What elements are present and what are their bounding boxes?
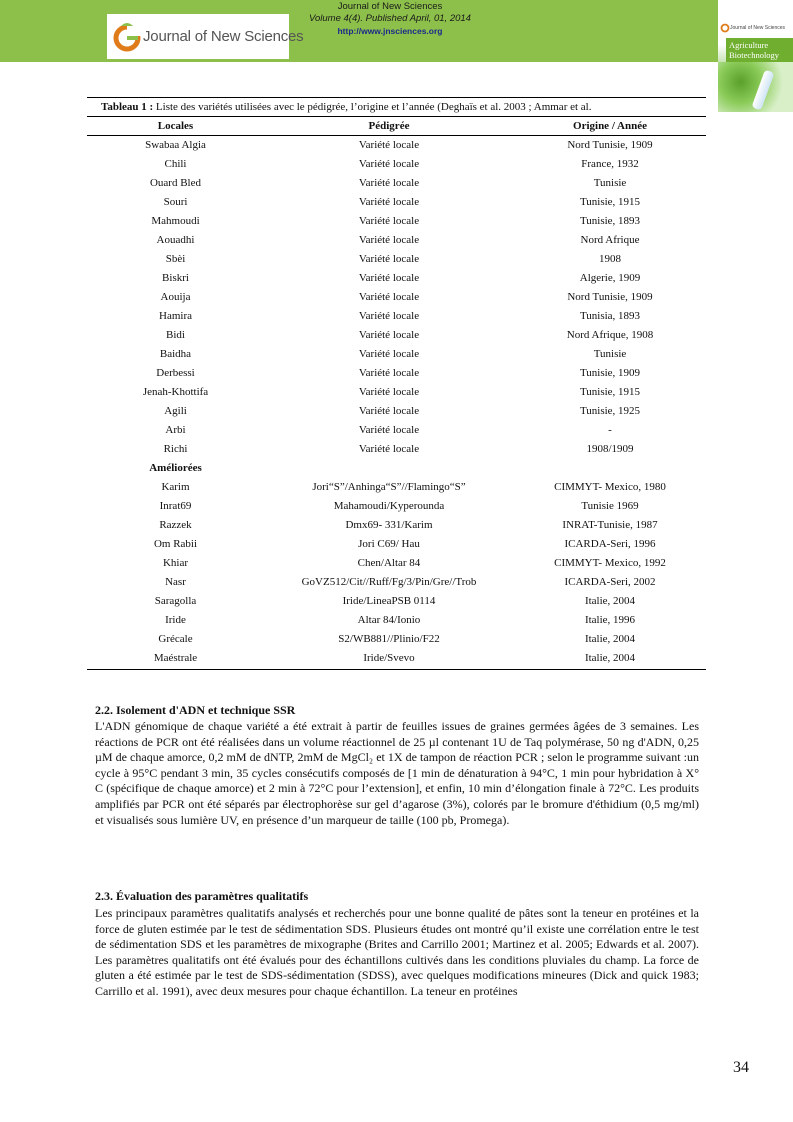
cell-variety: Sbèi — [165, 253, 186, 265]
cell-pedigree: Variété locale — [358, 329, 420, 341]
cell-variety: Nasr — [165, 576, 186, 588]
cell-origin: CIMMYT- Mexico, 1992 — [554, 557, 666, 569]
table-row — [87, 193, 706, 212]
cell-pedigree: Variété locale — [358, 234, 420, 246]
page-number: 34 — [733, 1059, 749, 1076]
cell-pedigree: Jori“S”/Anhinga“S”//Flamingo“S” — [312, 481, 466, 493]
cover-logo — [720, 20, 791, 36]
table-row — [87, 573, 706, 592]
table-row — [87, 269, 706, 288]
cell-pedigree: Variété locale — [358, 196, 420, 208]
table-row — [87, 421, 706, 440]
cell-origin: Nord Tunisie, 1909 — [567, 291, 653, 303]
cell-variety: Bidi — [166, 329, 185, 341]
cell-variety: Khiar — [162, 557, 189, 569]
table-row — [87, 592, 706, 611]
cell-pedigree: Pédigrée — [368, 120, 410, 132]
cell-pedigree: Variété locale — [358, 367, 420, 379]
journal-logo — [107, 14, 304, 59]
cell-origin: INRAT-Tunisie, 1987 — [562, 519, 658, 531]
journal-volume: Volume 4(4). Published April, 01, 2014 — [309, 13, 471, 24]
cell-variety: Grécale — [158, 633, 193, 645]
cell-variety: Ouard Bled — [149, 177, 201, 189]
table-caption — [87, 97, 706, 117]
cell-variety: Derbessi — [156, 367, 195, 379]
table-bottom-rule — [87, 669, 706, 670]
cover-title-band — [726, 38, 793, 62]
cell-origin: Nord Afrique — [580, 234, 640, 246]
cell-variety: Baidha — [159, 348, 192, 360]
cell-pedigree: Jori C69/ Hau — [358, 538, 420, 550]
journal-cover-thumbnail — [718, 0, 793, 112]
table-row — [87, 155, 706, 174]
table-row — [87, 535, 706, 554]
cell-pedigree: Variété locale — [358, 405, 420, 417]
cell-origin: 1908 — [599, 253, 621, 265]
cell-pedigree: Variété locale — [358, 177, 420, 189]
cell-origin: Tunisie 1969 — [581, 500, 639, 512]
cell-pedigree: Variété locale — [358, 386, 420, 398]
table-row — [87, 307, 706, 326]
section-2-3-heading: 2.3. Évaluation des paramètres qualitatifs — [95, 889, 309, 903]
cell-origin: ICARDA-Seri, 2002 — [564, 576, 656, 588]
cell-pedigree: Variété locale — [358, 424, 420, 436]
journal-url[interactable]: http://www.jnsciences.org — [337, 26, 443, 36]
cell-origin: Tunisie, 1915 — [579, 386, 641, 398]
cell-origin: Italie, 1996 — [584, 614, 636, 626]
cell-variety: Aouadhi — [156, 234, 195, 246]
cell-origin: Origine / Année — [573, 120, 647, 132]
journal-header-info — [290, 0, 490, 37]
cell-pedigree: Variété locale — [358, 310, 420, 322]
cover-title-line1: Agriculture — [729, 40, 769, 50]
cell-pedigree: S2/WB881//Plinio/F22 — [338, 633, 440, 645]
section-2-2-heading: 2.2. Isolement d'ADN et technique SSR — [95, 703, 296, 717]
cell-origin: Italie, 2004 — [584, 652, 636, 664]
table-row — [87, 630, 706, 649]
table-row — [87, 174, 706, 193]
cell-variety: Chili — [164, 158, 187, 170]
cell-variety: Aouija — [160, 291, 191, 303]
section-2-2-text: L'ADN génomique de chaque variété a été extrait à partir de feuilles issues de graines germées âgées de 3 semaines. Les réactions de PCR ont été réalisées dans un volume réactionnel de 25 µl contenant 1U de Taq polymérase, 50 ng d'ADN, 0,25 µM de chaque amorce, 0,2 mM de dNTP, 2mM de MgCl₂ et 1X de tampon de réaction PCR ; selon le programme suivant :un cycle à 95°C pendant 3 min, 35 cycles consécutifs composés de [1 min de dénaturation à 94°C, 1 min pour hybridation à X° C (spécifique de chaque amorce) et 2 min à 72°C pour l’extension], et enfin, 10 min d’élongation finale à 72°C. Les produits amplifiés par PCR ont été séparés par électrophorèse sur gel d’agarose (3%), colorés par le bromure d'éthidium (0,5 mg/ml) et visualisés sous lumière UV, en présence d’un marqueur de taille (100 pb, Promega). — [95, 719, 699, 827]
table-row — [87, 516, 706, 535]
table-caption-text: Liste des variétés utilisées avec le pédigrée, l’origine et l’année (Deghaïs et al. 2003 ; Ammar et al. — [153, 101, 592, 113]
cell-variety: Souri — [163, 196, 188, 208]
cell-origin: Tunisie, 1915 — [579, 196, 641, 208]
cell-origin: Tunisie, 1925 — [579, 405, 641, 417]
table-row — [87, 440, 706, 459]
cell-variety: Iride — [165, 614, 186, 626]
cell-origin: Tunisie, 1893 — [579, 215, 641, 227]
cell-variety: Locales — [157, 120, 194, 132]
cell-origin: Italie, 2004 — [584, 595, 636, 607]
cell-origin: France, 1932 — [581, 158, 639, 170]
journal-logo-mark-icon — [113, 22, 141, 52]
cell-origin: Algerie, 1909 — [579, 272, 641, 284]
cell-origin: Italie, 2004 — [584, 633, 636, 645]
cell-variety: Mahmoudi — [151, 215, 200, 227]
section-2-3-text: Les principaux paramètres qualitatifs analysés et recherchés pour une bonne qualité de pâtes sont la teneur en protéines et la force de gluten estimée par le test de sédimentation SDS. Plusieurs études ont montré qu’il existe une corrélation entre le test de sédimentation SDS et les paramètres de mixographe (Brites and Carrillo 2001; Martinez et al. 2005; Edwards et al. 2007). Les paramètres qualitatifs ont été évalués pour des échantillons cultivés dans les conditions pluviales du champ. La force de gluten a été estimée par le test de SDS-sédimentation (SDSS), avec quelques modifications mineures (Dick and quick 1983; Carrillo et al. 1991), avec deux mesures pour chaque échantillon. La teneur en protéines — [95, 906, 699, 998]
cell-pedigree: Variété locale — [358, 139, 420, 151]
journal-name: Journal of New Sciences — [337, 1, 443, 12]
table-row — [87, 212, 706, 231]
table-row — [87, 345, 706, 364]
table-row — [87, 364, 706, 383]
table-row — [87, 231, 706, 250]
table-row — [87, 497, 706, 516]
cell-pedigree: Chen/Altar 84 — [357, 557, 421, 569]
cell-pedigree: Variété locale — [358, 253, 420, 265]
cell-pedigree: Variété locale — [358, 443, 420, 455]
cell-variety: Razzek — [159, 519, 192, 531]
table-row — [87, 402, 706, 421]
table-row — [87, 250, 706, 269]
cell-variety: Karim — [161, 481, 190, 493]
cell-pedigree: Variété locale — [358, 215, 420, 227]
cell-pedigree: Variété locale — [358, 158, 420, 170]
cell-origin: Tunisie — [593, 348, 627, 360]
cell-pedigree: Iride/Svevo — [363, 652, 415, 664]
cover-logo-mark-icon — [720, 23, 730, 33]
cell-variety: Biskri — [162, 272, 189, 284]
cell-pedigree: Mahamoudi/Kyperounda — [333, 500, 445, 512]
table-caption-label: Tableau 1 : — [101, 101, 154, 113]
table-row — [87, 478, 706, 497]
cell-origin: Nord Afrique, 1908 — [566, 329, 654, 341]
cell-origin: Tunisie — [593, 177, 627, 189]
cell-pedigree: Iride/LineaPSB 0114 — [342, 595, 436, 607]
cell-origin: Nord Tunisie, 1909 — [567, 139, 653, 151]
cell-variety: Om Rabii — [153, 538, 198, 550]
cell-pedigree: Dmx69- 331/Karim — [345, 519, 433, 531]
cover-photo — [718, 62, 793, 112]
journal-logo-text: Journal of New Sciences — [143, 28, 304, 45]
cell-pedigree: Variété locale — [358, 272, 420, 284]
test-tube-icon — [751, 69, 774, 110]
cover-logo-text: Journal of New Sciences — [730, 25, 786, 31]
cell-variety: Maéstrale — [153, 652, 198, 664]
table-group-label-ameliorees — [87, 459, 706, 478]
cell-variety: Inrat69 — [159, 500, 192, 512]
table-header-row — [87, 117, 706, 136]
cell-variety: Saragolla — [154, 595, 197, 607]
table-row — [87, 554, 706, 573]
cell-variety: Agili — [164, 405, 187, 417]
table-row — [87, 326, 706, 345]
cell-pedigree: GoVZ512/Cit//Ruff/Fg/3/Pin/Gre//Trob — [301, 576, 477, 588]
cell-origin: 1908/1909 — [586, 443, 634, 455]
cell-variety: Jenah-Khottifa — [142, 386, 209, 398]
cell-origin: ICARDA-Seri, 1996 — [564, 538, 656, 550]
table-row — [87, 611, 706, 630]
table-row — [87, 383, 706, 402]
cover-title-line2: Biotechnology — [729, 50, 780, 60]
cell-origin: Tunisia, 1893 — [579, 310, 641, 322]
cell-variety: Swabaa Algia — [145, 139, 206, 151]
cell-origin: CIMMYT- Mexico, 1980 — [554, 481, 666, 493]
table-row — [87, 136, 706, 155]
cell-pedigree: Variété locale — [358, 291, 420, 303]
table-row — [87, 649, 706, 668]
cell-variety: Richi — [163, 443, 188, 455]
group-label-text: Améliorées — [149, 462, 202, 474]
table-row — [87, 288, 706, 307]
cell-origin: Tunisie, 1909 — [579, 367, 641, 379]
cell-origin: - — [608, 424, 612, 436]
cell-variety: Hamira — [159, 310, 192, 322]
cell-pedigree: Altar 84/Ionio — [357, 614, 421, 626]
cell-pedigree: Variété locale — [358, 348, 420, 360]
cell-variety: Arbi — [165, 424, 186, 436]
